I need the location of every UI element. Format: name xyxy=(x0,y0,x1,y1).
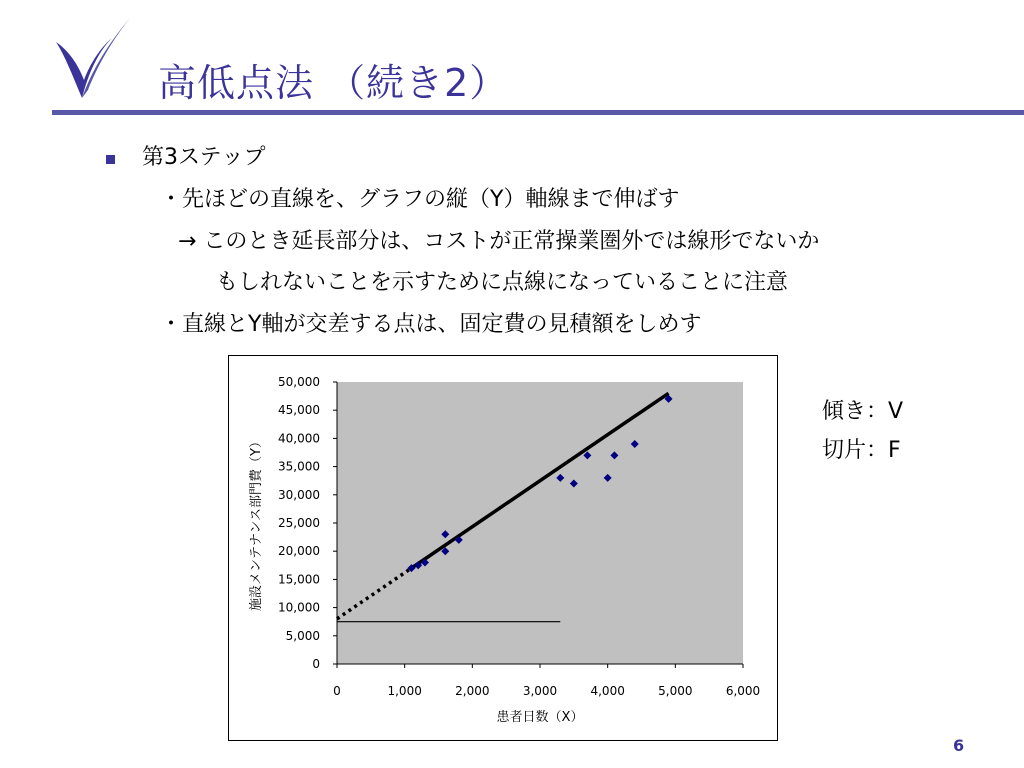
y-axis-label: 施設メンテナンス部門費（Y） xyxy=(249,435,264,611)
body-line-note: → このとき延長部分は、コストが正常操業圏外では線形でないか xyxy=(178,229,820,254)
y-tick-label: 50,000 xyxy=(278,375,320,389)
y-tick-label: 30,000 xyxy=(278,487,320,502)
bullet-step-title: 第3ステップ xyxy=(142,145,266,170)
x-tick-label: 1,000 xyxy=(387,684,422,698)
x-axis-label: 患者日数（X） xyxy=(496,710,584,725)
y-tick-label: 35,000 xyxy=(278,459,320,474)
body-line-intercept: ・直線とY軸が交差する点は、固定費の見積額をしめす xyxy=(160,312,702,337)
page-number: 6 xyxy=(953,736,965,755)
bullet-square-icon xyxy=(106,155,115,164)
x-tick-label: 3,000 xyxy=(522,684,558,698)
y-tick-label: 25,000 xyxy=(278,516,320,530)
x-tick-label: 4,000 xyxy=(590,684,625,698)
title-divider xyxy=(52,110,1024,115)
y-tick-label: 20,000 xyxy=(278,544,320,559)
y-tick-label: 5,000 xyxy=(285,628,320,643)
y-tick-label: 45,000 xyxy=(278,403,320,418)
x-tick-label: 2,000 xyxy=(455,684,490,698)
x-tick-label: 0 xyxy=(333,684,341,698)
y-tick-label: 40,000 xyxy=(278,431,320,446)
y-tick-label: 15,000 xyxy=(278,572,320,587)
y-tick-label: 0 xyxy=(312,657,320,671)
scatter-chart xyxy=(228,355,778,741)
logo-icon xyxy=(52,14,136,104)
slide-title: 高低点法 （続き2） xyxy=(158,61,509,105)
x-tick-label: 5,000 xyxy=(658,684,693,698)
slope-note: 傾き：V xyxy=(822,399,904,424)
intercept-note: 切片：F xyxy=(822,438,901,463)
body-line-extend: ・先ほどの直線を、グラフの縦（Y）軸線まで伸ばす xyxy=(160,187,680,212)
body-line-note-cont: もしれないことを示すために点線になっていることに注意 xyxy=(216,270,789,295)
y-tick-label: 10,000 xyxy=(278,600,320,615)
x-tick-label: 6,000 xyxy=(725,684,761,698)
